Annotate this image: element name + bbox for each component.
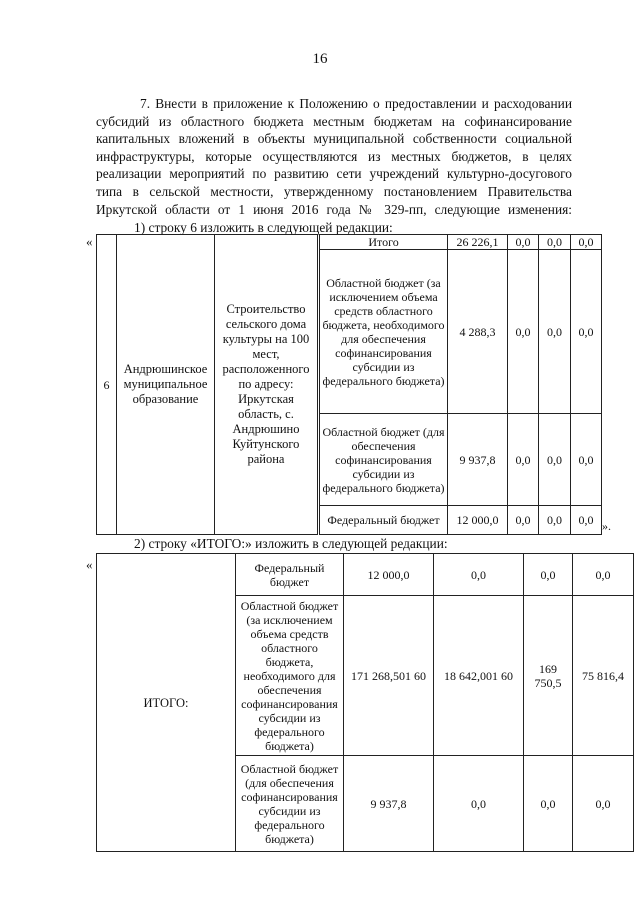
municipality-cell: Андрюшинское муниципальное образование	[117, 235, 215, 535]
value-cell: 12 000,0	[344, 554, 434, 596]
value-cell: 18 642,001 60	[434, 596, 524, 756]
budget-label: Областной бюджет (за исключением объема средств областного бюджета, необходимого для обеспечения софинансирования субсидии из федерального бюджета)	[236, 596, 344, 756]
value-cell: 169 750,5	[524, 596, 573, 756]
value-cell: 0,0	[573, 756, 634, 852]
value-cell: 0,0	[571, 506, 602, 535]
table-row-6	[96, 234, 602, 535]
value-cell: 0,0	[524, 756, 573, 852]
budget-label: Федеральный бюджет	[319, 506, 448, 535]
value-cell: 0,0	[571, 414, 602, 506]
table-total-row	[96, 553, 634, 852]
subsection-2-heading: 2) строку «ИТОГО:» изложить в следующей редакции:	[134, 536, 448, 551]
value-cell: 0,0	[508, 250, 539, 414]
budget-label: Областной бюджет (для обеспечения софинансирования субсидии из федерального бюджета)	[319, 414, 448, 506]
intro-line: реализации мероприятий по развитию сети учреждений культурно-досугового	[96, 166, 572, 182]
value-cell: 0,0	[573, 554, 634, 596]
value-cell: 0,0	[571, 250, 602, 414]
value-cell: 0,0	[434, 554, 524, 596]
budget-label: Областной бюджет (для обеспечения софинансирования субсидии из федерального бюджета)	[236, 756, 344, 852]
value-cell: 9 937,8	[448, 414, 508, 506]
value-cell: 171 268,501 60	[344, 596, 434, 756]
value-cell: 4 288,3	[448, 250, 508, 414]
value-cell: 0,0	[539, 506, 571, 535]
total-label: ИТОГО:	[97, 554, 236, 852]
value-cell: 0,0	[539, 235, 571, 250]
budget-label: Федеральный бюджет	[236, 554, 344, 596]
value-cell: 0,0	[508, 506, 539, 535]
intro-line: 7. Внести в приложение к Положению о предоставлении и расходовании	[140, 96, 572, 111]
value-cell: 0,0	[508, 414, 539, 506]
intro-line: Иркутской области от 1 июня 2016 года № 329-пп, следующие изменения:	[96, 201, 572, 217]
budget-label: Областной бюджет (за исключением объема средств областного бюджета, необходимого для обеспечения софинансирования субсидии из федерального бюджета)	[319, 250, 448, 414]
row-number: 6	[97, 235, 117, 535]
value-cell: 0,0	[524, 554, 573, 596]
value-cell: 0,0	[508, 235, 539, 250]
value-cell: 75 816,4	[573, 596, 634, 756]
budget-label: Итого	[319, 235, 448, 250]
value-cell: 9 937,8	[344, 756, 434, 852]
value-cell: 26 226,1	[448, 235, 508, 250]
value-cell: 12 000,0	[448, 506, 508, 535]
quote-open-2: «	[86, 557, 93, 572]
intro-line: капитальных вложений в объекты муниципальной собственности социальной	[96, 131, 572, 147]
value-cell: 0,0	[539, 250, 571, 414]
intro-paragraph	[96, 95, 572, 218]
quote-open-1: «	[86, 234, 93, 249]
value-cell: 0,0	[434, 756, 524, 852]
object-cell: Строительство сельского дома культуры на 100 мест, расположенного по адресу: Иркутская область, с. Андрюшино Куйтунского района	[215, 235, 319, 535]
quote-close-1: ».	[602, 519, 611, 533]
value-cell: 0,0	[571, 235, 602, 250]
intro-line: субсидий из областного бюджета местным бюджетам на софинансирование	[96, 113, 572, 129]
subsection-1-heading: 1) строку 6 изложить в следующей редакции:	[134, 220, 393, 235]
page-number: 16	[312, 51, 328, 67]
value-cell: 0,0	[539, 414, 571, 506]
intro-line: инфраструктуры, которые осуществляются из местных бюджетов, в целях	[96, 148, 572, 164]
intro-line: типа в сельской местности, утвержденному постановлением Правительства	[96, 183, 572, 199]
